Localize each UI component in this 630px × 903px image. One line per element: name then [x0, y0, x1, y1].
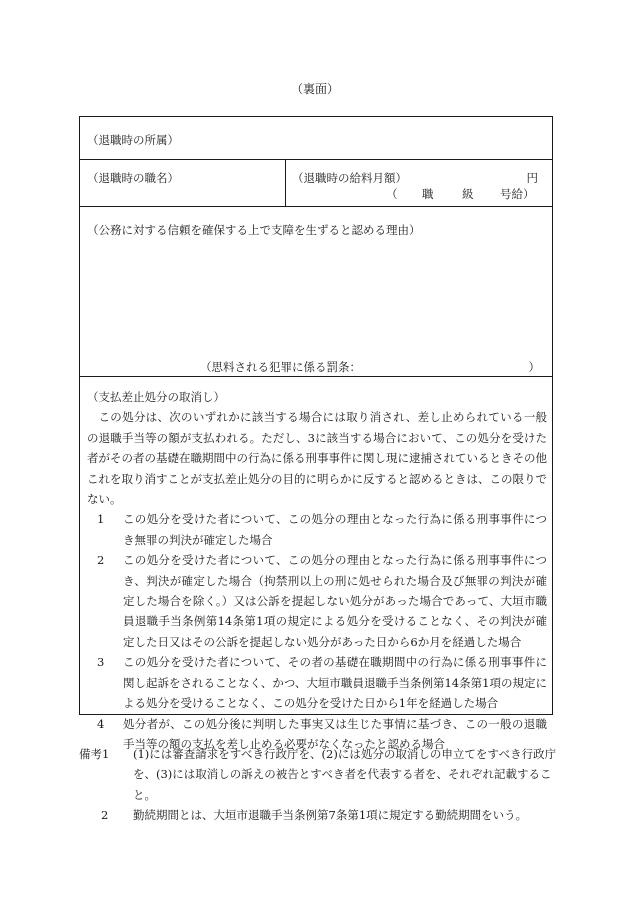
salary-cell	[286, 160, 552, 206]
salary-unit: 円	[526, 171, 538, 185]
remark-1	[79, 744, 557, 764]
remarks-head: 備考1	[79, 747, 110, 761]
grade-open-paren: （	[386, 187, 398, 201]
remark-2-number: 2	[101, 808, 109, 823]
item-number: 3	[97, 655, 105, 670]
affiliation-label: （退職時の所属）	[87, 133, 179, 147]
item-text: この処分を受けた者について、この処分の理由となった行為に係る刑事事件につき、判決が確定した場合（拘禁刑以上の刑に処せられた場合及び無罪の判決が確定した場合を除く。）又は公訴を提起しない処分があった場合であって、大垣市職員退職手当条例第14条第1項の規定による処分を受けることなく、その判決が確定した日又はその公訴を提起しない処分があった日から6か月を経過した場合	[123, 553, 547, 649]
item-number: 4	[97, 716, 105, 731]
cancellation-title: （支払差止処分の取消し）	[87, 390, 225, 404]
item-text: この処分を受けた者について、その者の基礎在職期間中の行為に係る刑事事件に関し起訴をされることなく、かつ、大垣市職員退職手当条例第14条第1項の規定による処分を受けることなく、この処分を受けた日から1年を経過した場合	[123, 655, 547, 711]
penal-clause-label: （思料される犯罪に係る罰条：	[200, 360, 361, 374]
remark-2-text: 勤続期間とは、大垣市退職手当条例第7条第1項に規定する勤続期間をいう。	[133, 808, 528, 823]
cancellation-item	[87, 550, 547, 652]
position-label: （退職時の職名）	[87, 171, 179, 185]
cancellation-item	[87, 509, 547, 550]
item-text: 処分者が、この処分後に判明した事実又は生じた事情に基づき、この一般の退職手当等の額の支払を差し止める必要がなくなったと認める場合	[123, 716, 547, 751]
salary-label: （退職時の給料月額）	[292, 171, 407, 185]
remark-1-line-2: を、(3)には取消しの訴えの被告とすべき者を代表する者を、それぞれ記載すること。	[133, 767, 552, 802]
cancellation-item	[87, 652, 547, 713]
page-heading: （裏面）	[290, 82, 339, 96]
remark-2	[79, 805, 557, 825]
affiliation-row	[80, 117, 552, 160]
item-text: この処分を受けた者について、この処分の理由となった行為に係る刑事事件につき無罪の判決が確定した場合	[123, 512, 547, 547]
remarks	[79, 744, 557, 826]
cancellation-row	[80, 377, 552, 751]
cancellation-intro: この処分は、次のいずれかに該当する場合には取り消され、差し止められている一般の退職手当等の額が支払われる。ただし、3に該当する場合において、この処分を受けた者がその者の基礎在職期間中の行為に係る刑事事件に関し現に逮捕されているときその他これを取り消すことが支払差止処分の目的に明らかに反すると認めるときは、この限りでない。	[87, 410, 547, 507]
item-number: 1	[97, 512, 105, 527]
reason-row	[80, 207, 552, 377]
class-label: 級	[462, 187, 474, 201]
item-number: 2	[97, 553, 105, 568]
remark-1-line-1: (1)には審査請求をすべき行政庁を、(2)には処分の取消しの申立てをすべき行政庁	[133, 747, 557, 761]
penal-clause-close: ）	[528, 360, 540, 374]
grade-label: 職	[422, 187, 434, 201]
position-salary-row	[80, 160, 552, 207]
cancellation-body	[87, 387, 547, 754]
form-table	[79, 116, 553, 751]
penal-clause-line	[200, 359, 540, 375]
reason-label: （公務に対する信頼を確保する上で支障を生ずると認める理由）	[87, 223, 421, 237]
position-cell	[80, 160, 286, 206]
step-label: 号給）	[500, 187, 535, 201]
